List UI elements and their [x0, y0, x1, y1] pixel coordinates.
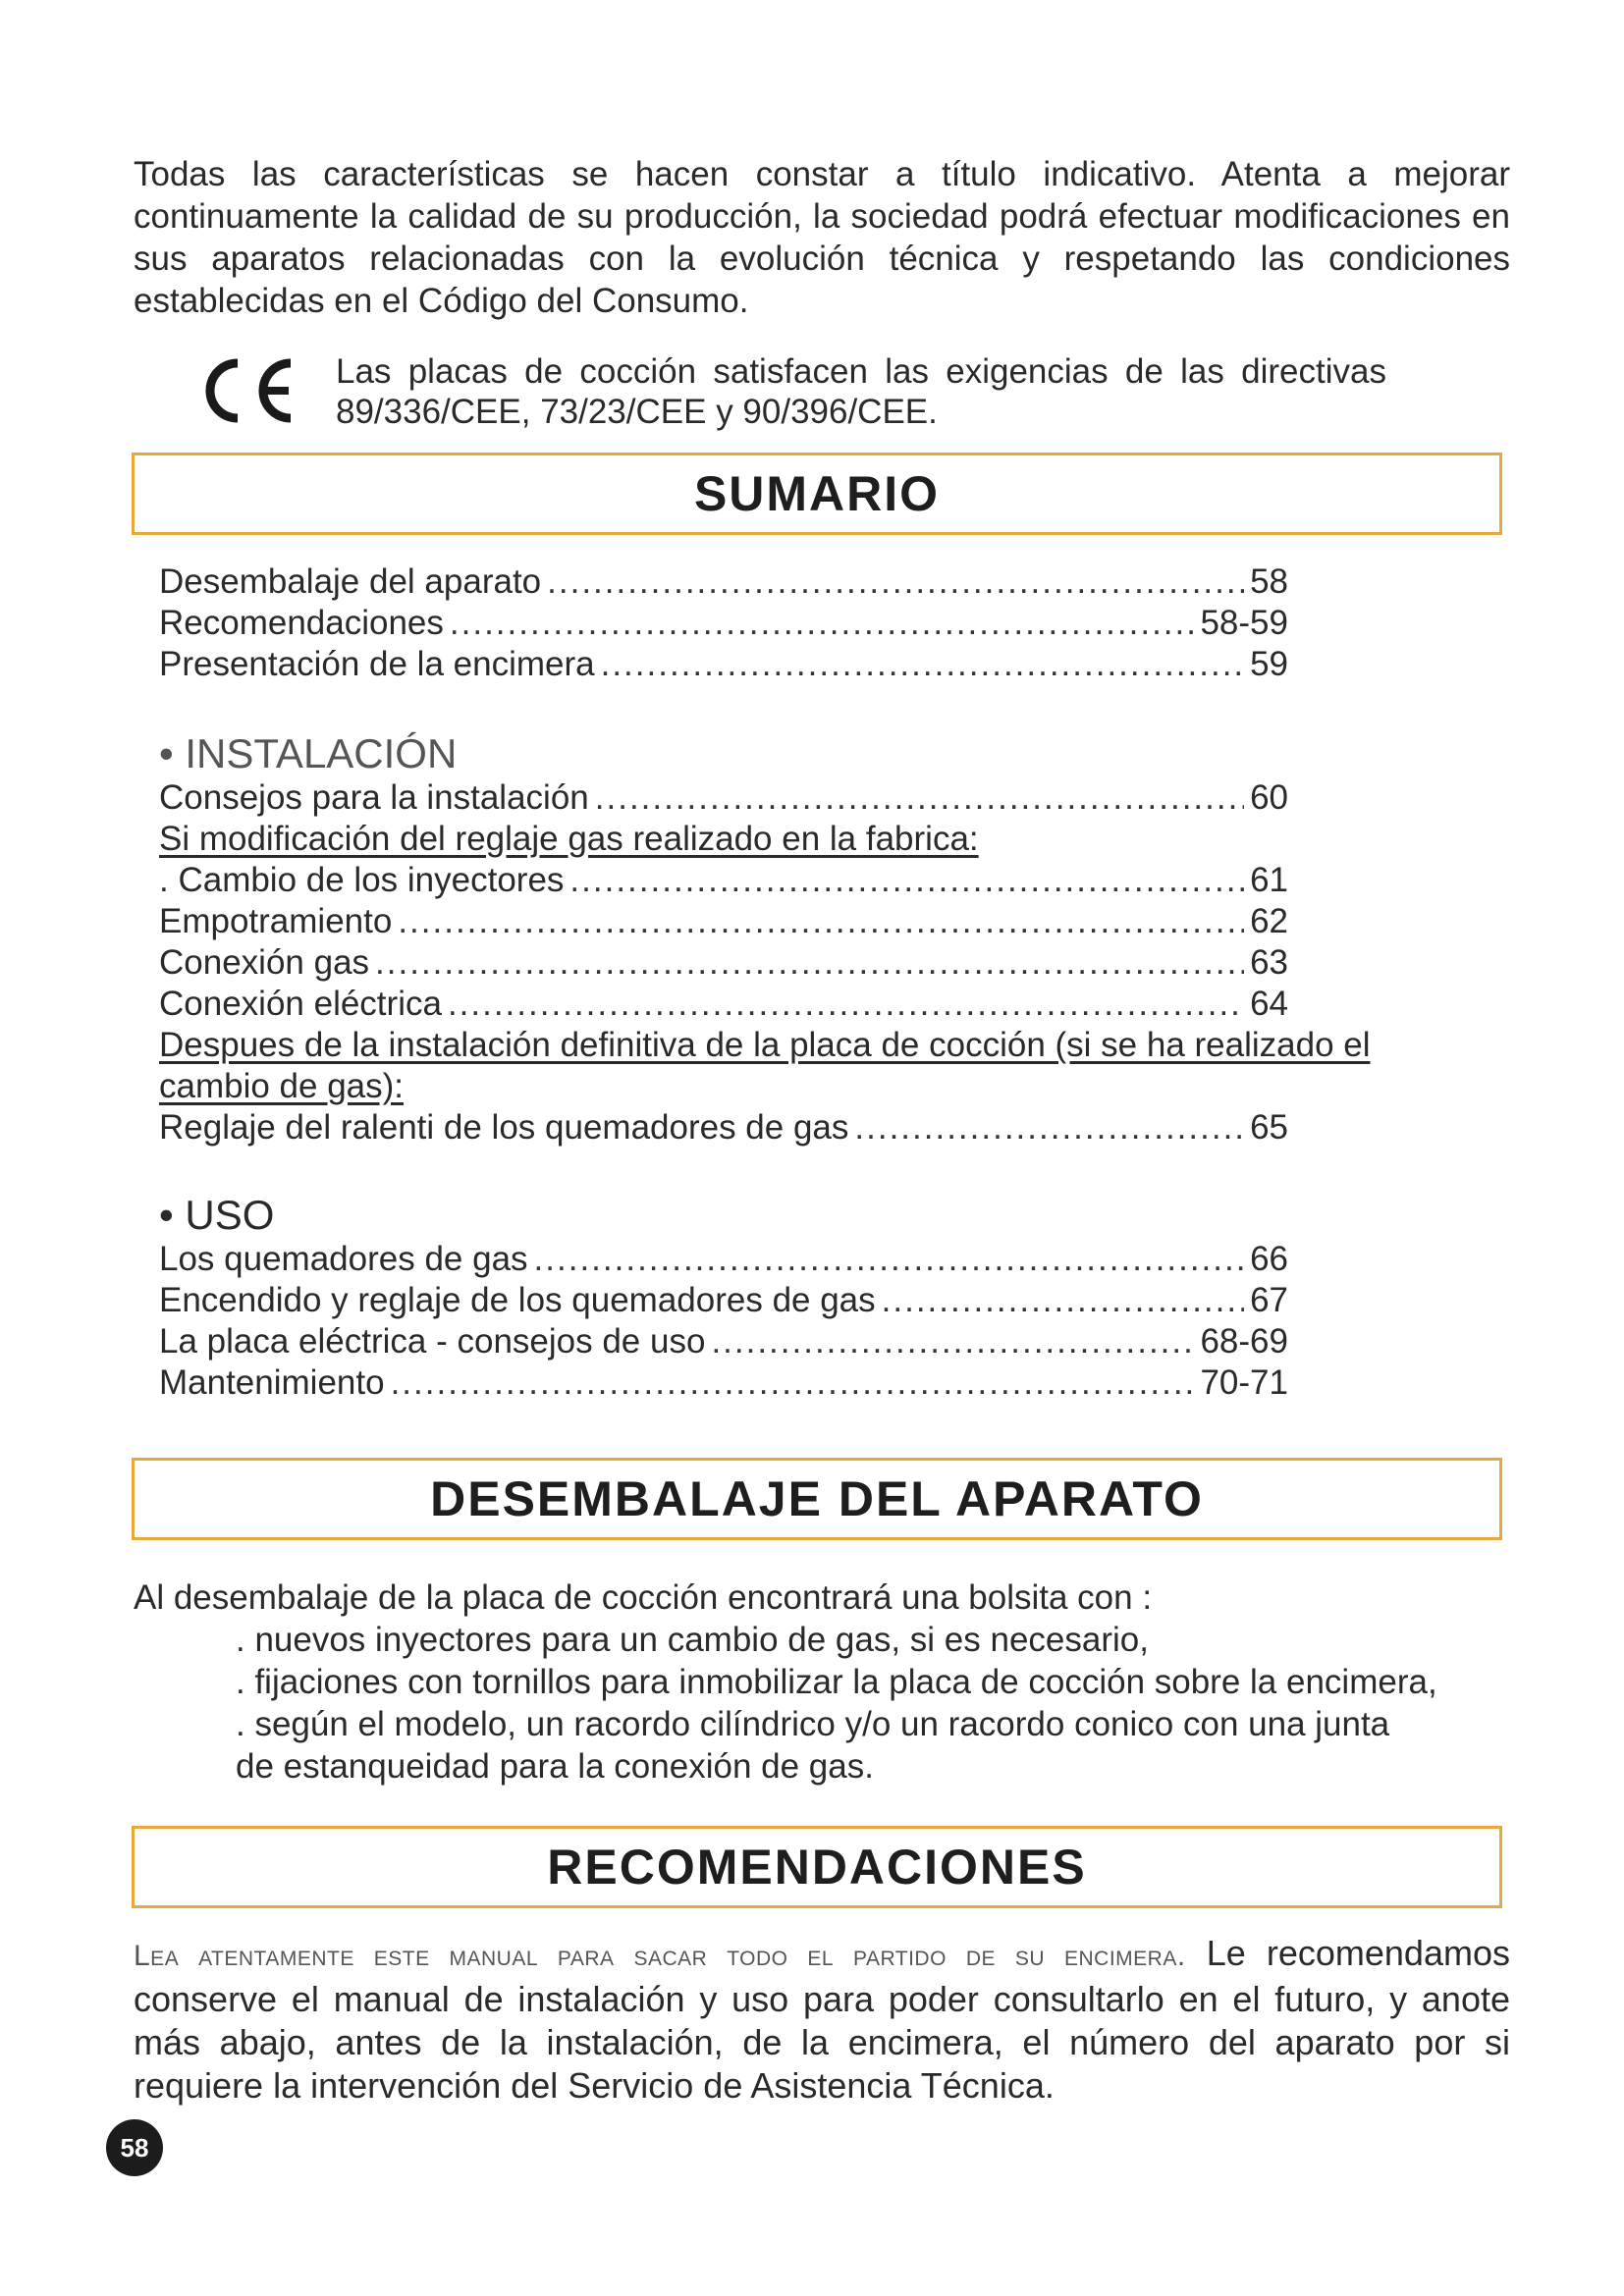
toc-row — [159, 1280, 1288, 1321]
toc-page: 58 — [1250, 562, 1288, 601]
toc-label: Reglaje del ralenti de los quemadores de gas — [159, 1108, 849, 1147]
toc-row — [159, 1239, 1288, 1280]
toc-row — [159, 1362, 1288, 1404]
toc-label: Desembalaje del aparato — [159, 562, 542, 601]
toc-page: 68-69 — [1200, 1322, 1288, 1361]
sumario-title: SUMARIO — [693, 466, 941, 521]
toc-label: Mantenimiento — [159, 1363, 385, 1402]
page-number-badge — [106, 2119, 163, 2176]
toc-page: 60 — [1250, 778, 1288, 817]
toc-leader — [398, 901, 1244, 942]
toc-label: Presentación de la encimera — [159, 645, 595, 683]
intro-paragraph: Todas las características se hacen constar a título indicativo. Atenta a mejorar continuamente la calidad de su producción, la sociedad podrá efectuar modificaciones en sus aparatos relacionadas con la evolución técnica y respetando las condiciones establecidas en el Código del Consumo. — [134, 155, 1510, 320]
toc-row — [159, 561, 1288, 603]
recomendaciones-title: RECOMENDACIONES — [547, 1840, 1087, 1895]
toc-leader — [547, 561, 1244, 603]
toc-leader — [375, 942, 1244, 984]
desembalaje-item: . nuevos inyectores para un cambio de gas, si es necesario, — [236, 1621, 1149, 1659]
toc-page: 65 — [1250, 1108, 1288, 1147]
desembalaje-title: DESEMBALAJE DEL APARATO — [430, 1471, 1204, 1526]
toc-leader — [711, 1321, 1194, 1362]
ce-compliance-text: Las placas de cocción satisfacen las exigencias de las directivas 89/336/CEE, 73/23/CEE y 90/396/CEE. — [336, 352, 1386, 431]
desembalaje-item: . fijaciones con tornillos para inmobilizar la placa de cocción sobre la encimera, — [236, 1663, 1437, 1701]
toc-leader — [448, 984, 1244, 1025]
toc-page: 64 — [1250, 985, 1288, 1023]
toc-leader — [391, 1362, 1195, 1404]
toc-leader — [450, 603, 1195, 644]
toc-leader — [601, 644, 1244, 685]
toc-row — [159, 1321, 1288, 1362]
page-number: 58 — [120, 2132, 149, 2163]
toc-page: 66 — [1250, 1240, 1288, 1278]
desembalaje-body — [134, 1576, 1508, 1788]
toc-instalacion — [159, 730, 1371, 1148]
toc-label: La placa eléctrica - consejos de uso — [159, 1322, 706, 1361]
toc-leader — [569, 860, 1244, 901]
desembalaje-item: . según el modelo, un racordo cilíndrico y/o un racordo conico con una junta de estanqueidad para la conexión de gas. — [236, 1705, 1390, 1786]
toc-row — [159, 860, 1288, 901]
toc-note-modificacion: Si modificación del reglaje gas realizado en la fabrica: — [159, 820, 979, 858]
uso-header: • USO — [159, 1192, 275, 1238]
toc-page: 63 — [1250, 943, 1288, 982]
desembalaje-intro: Al desembalaje de la placa de cocción encontrará una bolsita con : — [134, 1578, 1153, 1617]
toc-page: 67 — [1250, 1281, 1288, 1319]
toc-row — [159, 942, 1288, 984]
toc-label: Los quemadores de gas — [159, 1240, 528, 1278]
toc-page: 61 — [1250, 861, 1288, 899]
recomendaciones-text: Le recomendamos conserve el manual de instalación y uso para poder consultarlo en el futuro, y anote más abajo, antes de la instalación, de la encimera, el número del aparato por si requiere la intervención del Servicio de Asistencia Técnica. — [134, 1933, 1510, 2106]
ce-mark-icon — [204, 355, 298, 426]
toc-page: 70-71 — [1200, 1363, 1288, 1402]
toc-page: 62 — [1250, 902, 1288, 940]
recomendaciones-lead: Lea atentamente este manual para sacar todo el partido de su encimera. — [134, 1940, 1186, 1972]
toc-row — [159, 777, 1288, 819]
recomendaciones-paragraph — [134, 1932, 1510, 2108]
toc-label: Conexión eléctrica — [159, 985, 442, 1023]
recomendaciones-heading-box — [132, 1826, 1502, 1908]
toc-row — [159, 1107, 1288, 1148]
toc-label: Recomendaciones — [159, 604, 444, 642]
toc-row — [159, 603, 1288, 644]
toc-label: Consejos para la instalación — [159, 778, 589, 817]
toc-note-despues: Despues de la instalación definitiva de la placa de cocción (si se ha realizado el cambio de gas): — [159, 1026, 1371, 1105]
toc-label: Empotramiento — [159, 902, 393, 940]
toc-label: Conexión gas — [159, 943, 370, 982]
instalacion-header: • INSTALACIÓN — [159, 730, 458, 776]
toc-leader — [595, 777, 1244, 819]
toc-page: 59 — [1250, 645, 1288, 683]
toc-general — [159, 561, 1288, 685]
toc-uso — [159, 1192, 1288, 1404]
desembalaje-heading-box — [132, 1458, 1502, 1540]
toc-leader — [854, 1107, 1244, 1148]
toc-row — [159, 984, 1288, 1025]
toc-row — [159, 644, 1288, 685]
toc-leader — [882, 1280, 1244, 1321]
sumario-heading-box — [132, 453, 1502, 535]
toc-label: Encendido y reglaje de los quemadores de gas — [159, 1281, 876, 1319]
toc-label: . Cambio de los inyectores — [159, 861, 565, 899]
toc-page: 58-59 — [1200, 604, 1288, 642]
toc-row — [159, 901, 1288, 942]
toc-leader — [534, 1239, 1245, 1280]
